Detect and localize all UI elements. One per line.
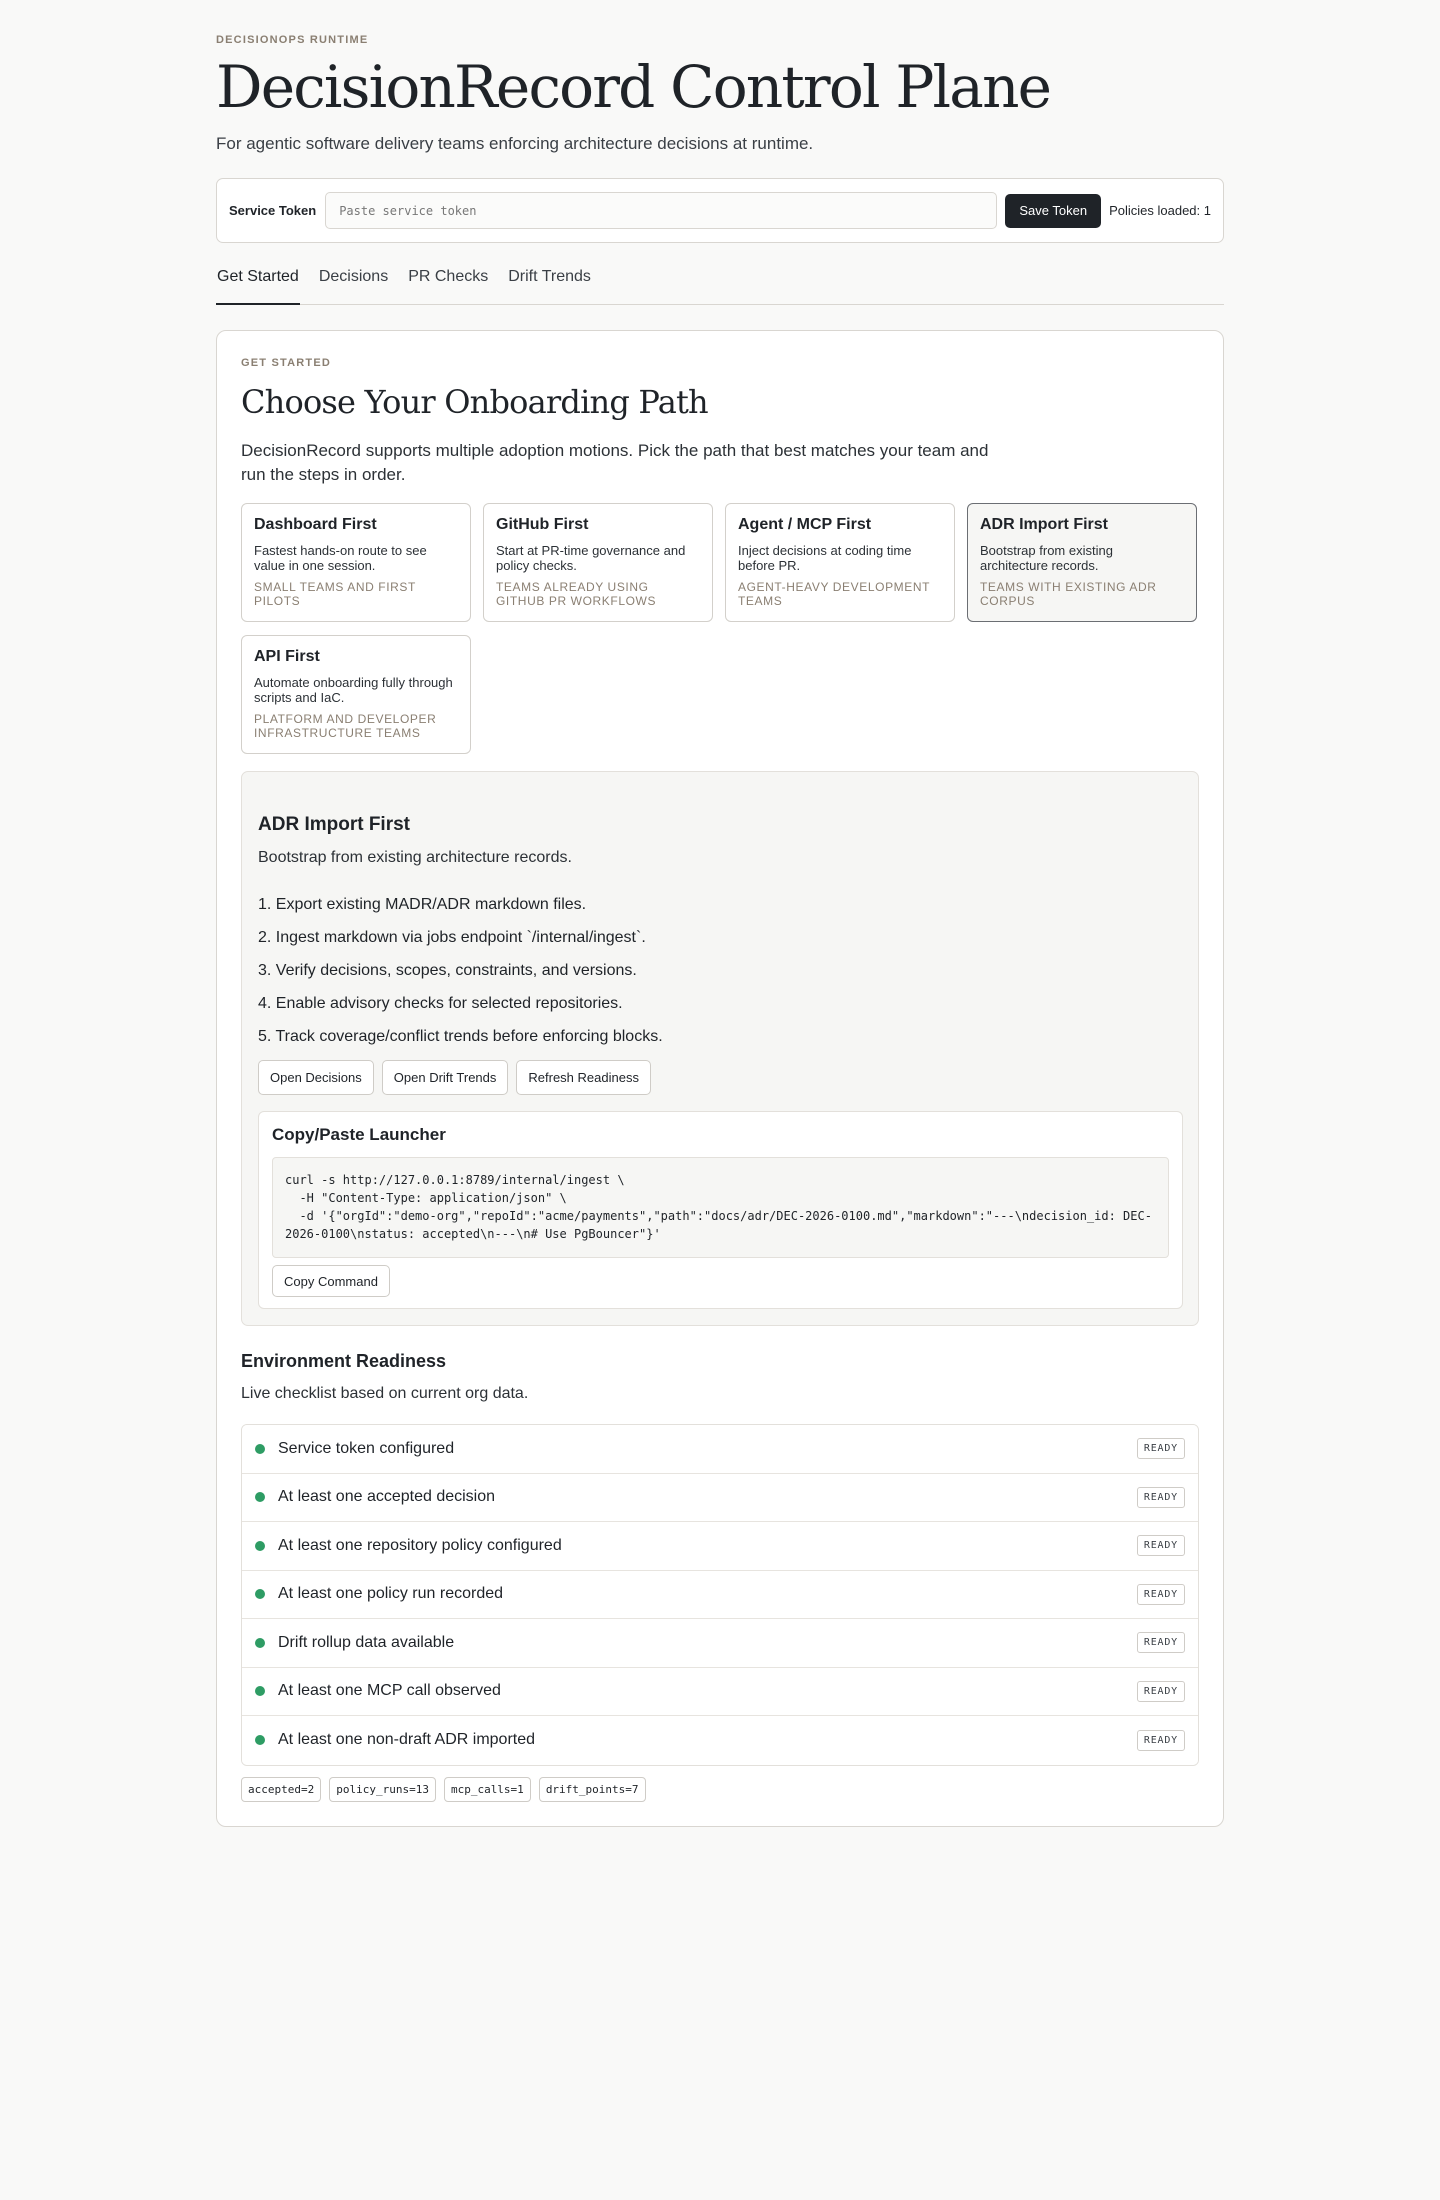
checklist-row [242,1474,1198,1523]
checklist-row [242,1522,1198,1571]
status-badge: READY [1137,1730,1185,1751]
metric-chips [241,1777,646,1802]
path-audience: SMALL TEAMS AND FIRST PILOTS [254,580,416,608]
status-badge: READY [1137,1487,1185,1508]
get-started-card [216,330,1224,1827]
save-token-button[interactable]: Save Token [1005,194,1101,228]
path-description: Fastest hands-on route to see value in one session. [254,543,427,573]
check-label: Drift rollup data available [278,1633,455,1651]
path-audience: PLATFORM AND DEVELOPER INFRASTRUCTURE TEAMS [254,712,437,740]
step-item: 5. Track coverage/conflict trends before enforcing blocks. [258,1028,663,1045]
section-description: DecisionRecord supports multiple adoption motions. Pick the path that best matches your team and run the steps in order. [241,441,989,484]
status-badge: READY [1137,1681,1185,1702]
metric-chip: policy_runs=13 [329,1777,436,1802]
metric-chip: mcp_calls=1 [444,1777,531,1802]
step-item: 1. Export existing MADR/ADR markdown files. [258,896,587,913]
metric-chip: drift_points=7 [539,1777,646,1802]
path-card-github-first[interactable] [483,503,713,622]
checklist-row [242,1716,1198,1765]
path-description: Bootstrap from existing architecture records. [980,543,1113,573]
check-label: At least one non-draft ADR imported [278,1731,536,1749]
token-bar [216,178,1224,243]
metric-chip: accepted=2 [241,1777,321,1802]
copy-paste-launcher [258,1111,1183,1309]
copy-command-button[interactable]: Copy Command [272,1265,390,1297]
tab-drift-trends[interactable]: Drift Trends [508,268,591,285]
path-card-agent-mcp-first[interactable] [725,503,955,622]
path-description: Inject decisions at coding time before PR. [738,543,912,573]
status-badge: READY [1137,1632,1185,1653]
launcher-command: curl -s http://127.0.0.1:8789/internal/ingest \ -H "Content-Type: application/json" \ -d '{"orgId":"demo-org","repoId":"acme/payments","path":"docs/adr/DEC-2026-0100.md","markdown":"---\ndecision_id: DEC-2026-0100\nstatus: accepted\n---\n# Use PgBouncer"}' [272,1157,1169,1258]
status-dot-icon [255,1589,265,1599]
status-badge: READY [1137,1584,1185,1605]
check-label: At least one MCP call observed [278,1682,501,1700]
path-description: Start at PR-time governance and policy checks. [496,543,686,573]
app-subtitle: For agentic software delivery teams enforcing architecture decisions at runtime. [216,134,814,153]
path-audience: TEAMS ALREADY USING GITHUB PR WORKFLOWS [496,580,657,608]
checklist-row [242,1425,1198,1474]
tab-decisions[interactable]: Decisions [318,268,389,285]
launcher-title: Copy/Paste Launcher [272,1125,446,1144]
detail-title: ADR Import First [258,814,410,835]
status-badge: READY [1137,1535,1185,1556]
tab-get-started[interactable]: Get Started [216,262,300,305]
readiness-checklist [241,1424,1199,1766]
check-label: Service token configured [278,1439,455,1457]
path-card-api-first[interactable] [241,635,471,754]
path-title: ADR Import First [980,516,1108,533]
step-item: 3. Verify decisions, scopes, constraints, and versions. [258,962,637,979]
service-token-input[interactable] [325,192,997,229]
path-audience: AGENT-HEAVY DEVELOPMENT TEAMS [738,580,930,608]
tab-bar [216,262,1224,305]
status-dot-icon [255,1444,265,1454]
environment-readiness-title: Environment Readiness [241,1351,447,1371]
status-dot-icon [255,1735,265,1745]
status-badge: READY [1137,1438,1185,1459]
open-drift-trends-button[interactable]: Open Drift Trends [382,1060,509,1095]
path-card-adr-import-first[interactable] [967,503,1197,622]
path-description: Automate onboarding fully through scripts and IaC. [254,675,453,705]
tab-pr-checks[interactable]: PR Checks [408,268,489,285]
token-label: Service Token [229,203,317,218]
app-title: DecisionRecord Control Plane [216,53,1051,121]
status-dot-icon [255,1541,265,1551]
step-list [258,888,663,1053]
refresh-readiness-button[interactable]: Refresh Readiness [516,1060,651,1095]
step-item: 4. Enable advisory checks for selected repositories. [258,995,623,1012]
app-eyebrow: DECISIONOPS RUNTIME [216,34,369,46]
path-title: Dashboard First [254,516,377,533]
check-label: At least one policy run recorded [278,1585,504,1603]
checklist-row [242,1571,1198,1620]
path-title: API First [254,648,320,665]
status-dot-icon [255,1492,265,1502]
section-title: Choose Your Onboarding Path [241,383,708,421]
environment-readiness-description: Live checklist based on current org data. [241,1385,529,1402]
status-dot-icon [255,1686,265,1696]
checklist-row [242,1668,1198,1717]
step-item: 2. Ingest markdown via jobs endpoint `/internal/ingest`. [258,929,646,946]
path-title: Agent / MCP First [738,516,872,533]
open-decisions-button[interactable]: Open Decisions [258,1060,374,1095]
path-title: GitHub First [496,516,589,533]
checklist-row [242,1619,1198,1668]
status-dot-icon [255,1638,265,1648]
detail-actions [258,1060,651,1095]
detail-description: Bootstrap from existing architecture records. [258,849,572,866]
check-label: At least one accepted decision [278,1488,496,1506]
policies-loaded-status: Policies loaded: 1 [1109,203,1211,218]
check-label: At least one repository policy configured [278,1536,562,1554]
selected-path-detail [241,771,1199,1326]
path-audience: TEAMS WITH EXISTING ADR CORPUS [980,580,1157,608]
path-card-dashboard-first[interactable] [241,503,471,622]
section-eyebrow: GET STARTED [241,357,331,369]
